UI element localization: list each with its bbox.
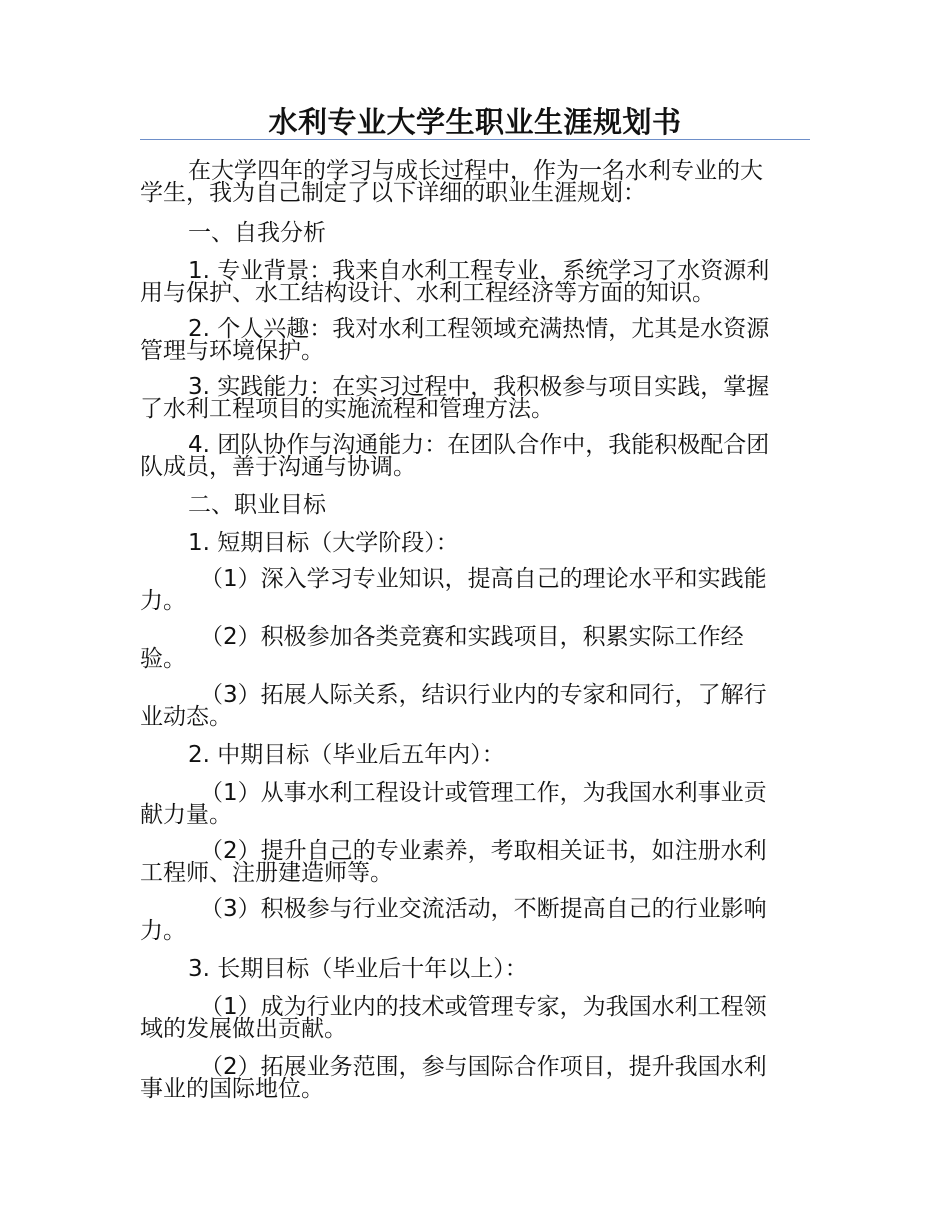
paragraph-line: 用与保护、水工结构设计、水利工程经济等方面的知识。: [140, 280, 715, 306]
paragraph-line: 力。: [140, 918, 186, 944]
paragraph-line: （1）从事水利工程设计或管理工作，为我国水利事业贡: [200, 780, 767, 806]
paragraph-teamwork: [140, 434, 812, 478]
section-heading: 二、职业目标: [188, 492, 326, 518]
paragraph-interest: [140, 318, 812, 362]
paragraph-line: （3）积极参与行业交流活动，不断提高自己的行业影响: [200, 896, 767, 922]
paragraph-short-term-2: [140, 626, 812, 670]
paragraph-line: 管理与环境保护。: [140, 338, 324, 364]
paragraph-long-term-1: [140, 996, 812, 1040]
subheading: 1. 短期目标（大学阶段）：: [188, 530, 459, 556]
paragraph-line: 业动态。: [140, 704, 232, 730]
paragraph-line: 在大学四年的学习与成长过程中，作为一名水利专业的大: [188, 158, 763, 184]
paragraph-mid-term-2: [140, 840, 812, 884]
subheading: 2. 中期目标（毕业后五年内）：: [188, 742, 505, 768]
paragraph-major-background: [140, 260, 812, 304]
paragraph-mid-term-3: [140, 898, 812, 942]
paragraph-short-term-1: [140, 568, 812, 612]
page-title: 水利专业大学生职业生涯规划书: [268, 105, 682, 139]
paragraph-line: 验。: [140, 646, 186, 672]
paragraph-line: 献力量。: [140, 802, 232, 828]
section-heading-self-analysis: [140, 222, 812, 244]
paragraph-long-term-2: [140, 1056, 812, 1100]
paragraph-mid-term-1: [140, 782, 812, 826]
subheading: 3. 长期目标（毕业后十年以上）：: [188, 956, 528, 982]
paragraph-line: （1）深入学习专业知识，提高自己的理论水平和实践能: [200, 566, 767, 592]
title-underline: [140, 139, 810, 140]
paragraph-line: 事业的国际地位。: [140, 1076, 324, 1102]
paragraph-intro: [140, 160, 812, 204]
paragraph-line: 3. 实践能力：在实习过程中，我积极参与项目实践，掌握: [188, 374, 770, 400]
subheading-mid-term: [140, 744, 812, 766]
paragraph-line: 4. 团队协作与沟通能力：在团队合作中，我能积极配合团: [188, 432, 770, 458]
subheading-short-term: [140, 532, 812, 554]
paragraph-line: 学生，我为自己制定了以下详细的职业生涯规划：: [140, 180, 646, 206]
subheading-long-term: [140, 958, 812, 980]
paragraph-line: 1. 专业背景：我来自水利工程专业，系统学习了水资源利: [188, 258, 770, 284]
paragraph-line: 域的发展做出贡献。: [140, 1016, 347, 1042]
paragraph-short-term-3: [140, 684, 812, 728]
paragraph-line: （2）积极参加各类竞赛和实践项目，积累实际工作经: [200, 624, 744, 650]
paragraph-line: （2）拓展业务范围，参与国际合作项目，提升我国水利: [200, 1054, 767, 1080]
paragraph-line: 队成员，善于沟通与协调。: [140, 454, 416, 480]
paragraph-line: 了水利工程项目的实施流程和管理方法。: [140, 396, 554, 422]
section-heading: 一、自我分析: [188, 220, 326, 246]
paragraph-line: 工程师、注册建造师等。: [140, 860, 393, 886]
paragraph-line: （3）拓展人际关系，结识行业内的专家和同行，了解行: [200, 682, 767, 708]
paragraph-line: 力。: [140, 588, 186, 614]
paragraph-line: 2. 个人兴趣：我对水利工程领域充满热情，尤其是水资源: [188, 316, 770, 342]
paragraph-line: （1）成为行业内的技术或管理专家，为我国水利工程领: [200, 994, 767, 1020]
paragraph-line: （2）提升自己的专业素养，考取相关证书，如注册水利: [200, 838, 767, 864]
paragraph-practice: [140, 376, 812, 420]
section-heading-career-goals: [140, 494, 812, 516]
